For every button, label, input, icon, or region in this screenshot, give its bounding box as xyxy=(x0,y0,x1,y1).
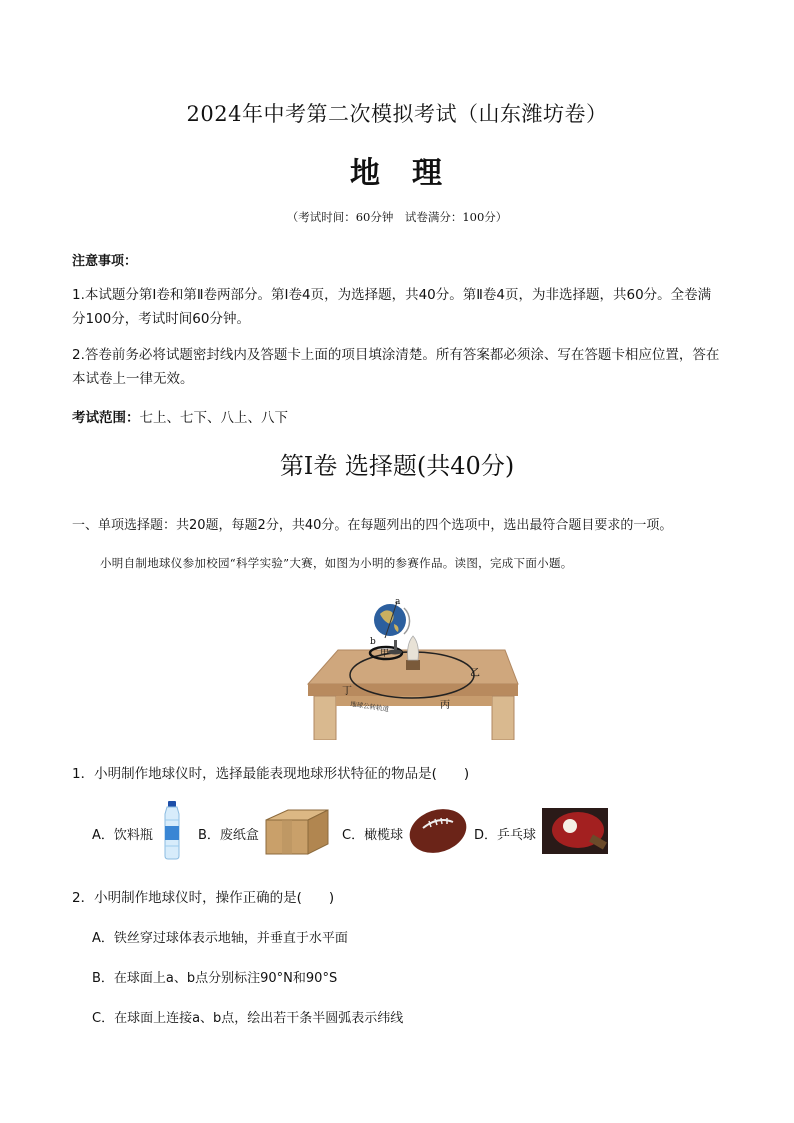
label-a: a xyxy=(395,597,401,607)
time-note: （考试时间：60分钟 试卷满分：100分） xyxy=(286,210,508,224)
rugby-ball-icon xyxy=(407,806,469,856)
exam-scope xyxy=(72,406,288,426)
exam-scope-value: 七上、七下、八上、八下 xyxy=(139,410,288,426)
subject-title: 地理 xyxy=(350,156,474,191)
part-title: 第Ⅰ卷 选择题(共40分) xyxy=(279,452,515,480)
water-bottle-icon xyxy=(160,800,184,860)
label-ding: 丁 xyxy=(342,686,352,697)
q1-option-a[interactable]: A．饮料瓶 xyxy=(92,828,153,843)
q2-option-a[interactable]: A．铁丝穿过球体表示地轴，并垂直于水平面 xyxy=(92,931,348,946)
notes-heading: 注意事项： xyxy=(72,254,138,269)
question-1-options xyxy=(92,808,732,856)
question-1-stem: 1．小明制作地球仪时，选择最能表现地球形状特征的物品是( ) xyxy=(72,766,470,782)
q1-option-d[interactable]: D．乒乓球 xyxy=(474,828,537,843)
q1-option-c[interactable]: C．橄榄球 xyxy=(342,828,404,843)
q2-option-c[interactable]: C．在球面上连接a、b点，绘出若干条半圆弧表示纬线 xyxy=(92,1011,404,1026)
label-jia: 甲 xyxy=(380,649,390,659)
section-heading: 一、单项选择题：共20题，每题2分，共40分。在每题列出的四个选项中，选出最符合题目要求的一项。 xyxy=(72,518,673,533)
notes-item-1: 1.本试题分第Ⅰ卷和第Ⅱ卷两部分。第Ⅰ卷4页，为选择题，共40分。第Ⅱ卷4页，为非选择题，共60分。全卷满分100分，考试时间60分钟。 xyxy=(72,287,712,327)
ping-pong-icon xyxy=(542,808,608,854)
question-2-stem: 2．小明制作地球仪时，操作正确的是( ) xyxy=(72,890,335,906)
notes-item-2: 2.答卷前务必将试题密封线内及答题卡上面的项目填涂清楚。所有答案都必须涂、写在答题卡相应位置，答在本试卷上一律无效。 xyxy=(72,347,720,387)
orbit-label: 地球公转轨道 xyxy=(349,700,390,714)
label-bing: 丙 xyxy=(440,700,450,711)
q1-option-b[interactable]: B．废纸盒 xyxy=(198,828,259,843)
exam-title: 2024年中考第二次模拟考试（山东潍坊卷） xyxy=(186,102,608,126)
question-intro: 小明自制地球仪参加校园“科学实验”大赛，如图为小明的参赛作品。读图，完成下面小题。 xyxy=(100,556,573,570)
cardboard-box-icon xyxy=(264,808,330,856)
q2-option-b[interactable]: B．在球面上a、b点分别标注90°N和90°S xyxy=(92,971,338,986)
exam-scope-label: 考试范围： xyxy=(72,410,140,426)
label-b: b xyxy=(370,637,376,647)
globe-table-figure xyxy=(300,594,522,740)
label-yi: 乙 xyxy=(470,668,480,679)
